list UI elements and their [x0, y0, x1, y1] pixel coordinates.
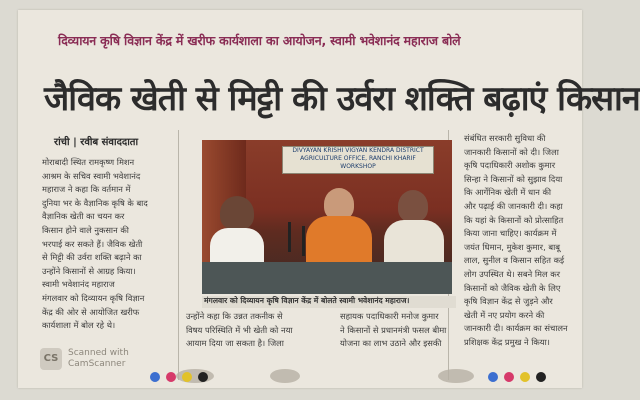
registration-dot — [488, 372, 498, 382]
kicker-line: दिव्यायन कृषि विज्ञान केंद्र में खरीफ कार्यशाला का आयोजन, स्वामी भवेशानंद महाराज बोले — [58, 33, 461, 48]
photo-caption: मंगलवार को दिव्यायन कृषि विज्ञान केंद्र में बोलते स्वामी भवेशानंद महाराज। — [202, 296, 456, 308]
article-column-3: सहायक पदाधिकारी मनोज कुमार ने किसानों से प्रधानमंत्री फसल बीमा योजना का लाभ उठाने और इसकी — [340, 311, 447, 349]
registration-dot — [198, 372, 208, 382]
microphone — [302, 226, 305, 256]
article-column-2: उन्होंने कहा कि उन्नत तकनीक से विषय परिस्थिति में भी खेती को नया आयाम दिया जा सकता है। जिला — [186, 311, 293, 349]
camscanner-watermark-text: Scanned with CamScanner — [68, 348, 129, 369]
byline: रांची | रवीब संवाददाता — [54, 137, 139, 148]
registration-dot — [166, 372, 176, 382]
swami-robe — [306, 216, 372, 268]
official-body — [384, 220, 444, 268]
official-head — [398, 190, 428, 222]
article-column-1: मोराबादी स्थित रामकृष्ण मिशन आश्रम के सचिव स्वामी भवेशानंद महाराज ने कहा कि वर्तमान में दुनिया भर के वैज्ञानिक कृषि के बाद वैज्ञानिक खेती का चयन कर किसान होने वाले नुकसान की भरपाई कर सकते हैं। जैविक खेती से मिट्टी की उर्वरा शक्ति बढ़ाने का उन्होंने किसानों से आग्रह किया। स्वामी भवेशानंद महाराज मंगलवार को दिव्यायन कृषि विज्ञान केंद्र की ओर से आयोजित खरीफ कार्यशाला में बोल रहे थे। — [42, 157, 148, 331]
registration-dot — [536, 372, 546, 382]
event-photo — [202, 140, 452, 294]
speaker-head — [220, 196, 254, 230]
scan-smudge — [438, 369, 474, 383]
microphone — [288, 222, 291, 252]
registration-dot — [150, 372, 160, 382]
scan-smudge — [270, 369, 300, 383]
headline: जैविक खेती से मिट्टी की उर्वरा शक्ति बढ़ाएं किसान — [44, 79, 640, 119]
article-column-4: संबंधित सरकारी सुविधा की जानकारी किसानों को दी। जिला कृषि पदाधिकारी अशोक कुमार सिन्हा ने किसानों को सुझाव दिया कि आर्गेनिक खेती में धान की और पढ़ाई की जानकारी दी। कहा कि यहां के किसानों को प्रोत्साहित किया जाना चाहिए। कार्यक्रम में जयंत धिमान, मुकेश कुमार, बाबू लाल, सुनील व किसान सहित कई लोग उपस्थित थे। सबने मिल कर किसानों को जैविक खेती के लिए कृषि विज्ञान केंद्र से जुड़ने और खेती में नए प्रयोग करने की जानकारी दी। कार्यक्रम का संचालन प्रशिक्षक केंद्र प्रमुख ने किया। — [464, 133, 568, 347]
registration-dot — [520, 372, 530, 382]
stage-table — [202, 262, 452, 294]
registration-dot — [504, 372, 514, 382]
registration-dot — [182, 372, 192, 382]
camscanner-logo: CS — [40, 348, 62, 370]
newspaper-clipping — [18, 10, 640, 388]
photo-banner: DIVYAYAN KRISHI VIGYAN KENDRA DISTRICT AGRICULTURE OFFICE, RANCHI KHARIF WORKSHOP — [282, 146, 434, 174]
